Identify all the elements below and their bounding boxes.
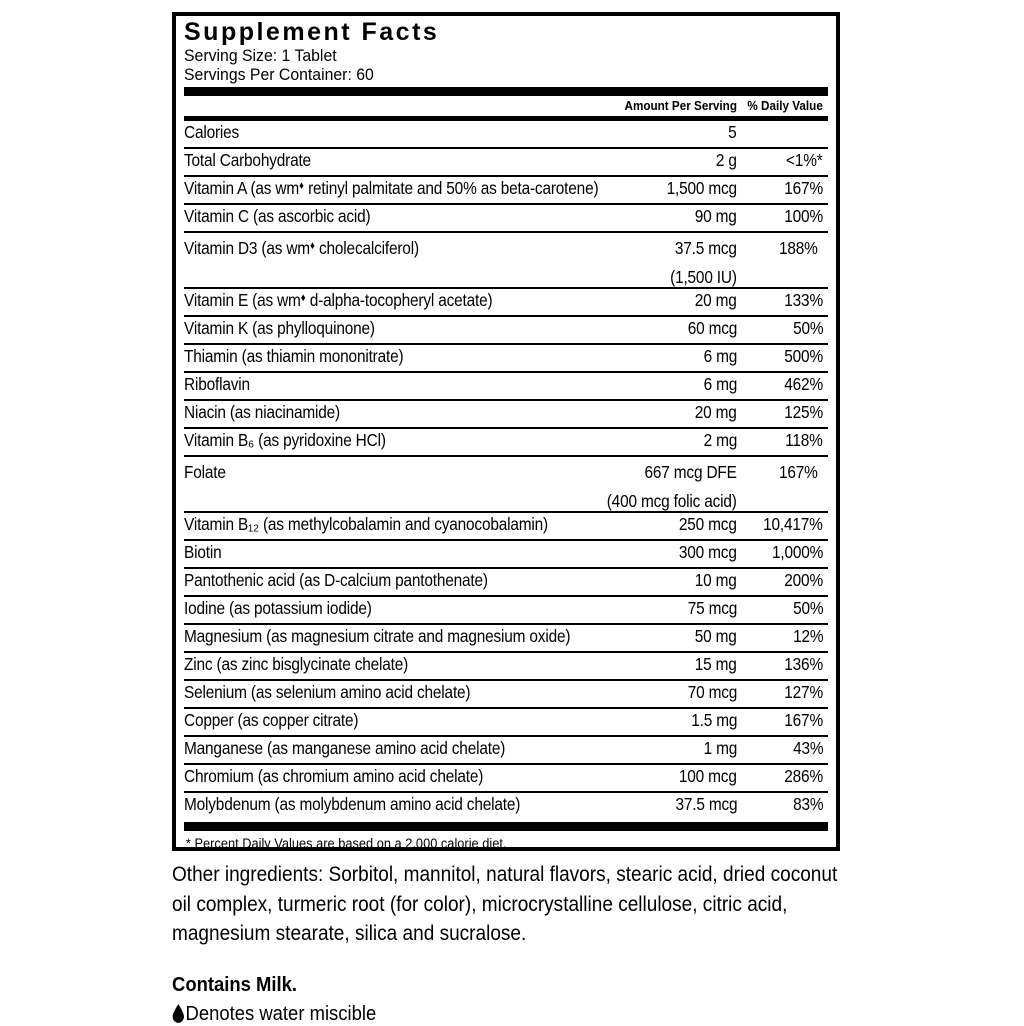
nutrient-amount-primary: 10 mg [695, 569, 737, 590]
nutrient-daily-value: 133% [784, 289, 823, 310]
nutrient-name: Riboflavin [184, 373, 250, 394]
nutrient-name: Vitamin A (as wm♦ retinyl palmitate and 50% as beta-carotene) [184, 177, 599, 198]
nutrient-daily-value: 136% [784, 653, 823, 674]
nutrient-daily-value: 43% [792, 737, 823, 758]
below-panel-text [172, 860, 962, 1026]
nutrient-daily-value: 10,417% [763, 513, 823, 534]
nutrient-amount [703, 737, 737, 758]
nutrient-row [184, 429, 828, 457]
nutrient-row [184, 401, 828, 429]
nutrient-daily-value: 200% [784, 569, 823, 590]
nutrient-name: Chromium (as chromium amino acid chelate) [184, 765, 484, 786]
other-ingredients: Other ingredients: Sorbitol, mannitol, natural flavors, stearic acid, dried coconut oil complex, turmeric root (for color), microcrystalline cellulose, citric acid, magnesium stearate, silica and sucralose. [172, 862, 838, 945]
nutrient-amount-primary: 20 mg [695, 289, 737, 310]
nutrient-daily-value: 83% [792, 793, 823, 814]
water-drop-inline-icon: ♦ [309, 240, 315, 252]
nutrient-amount [687, 317, 737, 338]
nutrient-name: Zinc (as zinc bisglycinate chelate) [184, 653, 409, 674]
nutrient-name: Magnesium (as magnesium citrate and magnesium oxide) [184, 625, 571, 646]
nutrient-name: Manganese (as manganese amino acid chelate) [184, 737, 506, 758]
nutrient-amount-primary: 60 mcg [687, 317, 737, 338]
nutrient-amount-primary: 2 g [716, 149, 737, 170]
nutrient-row [184, 597, 828, 625]
nutrient-name: Vitamin B₁₂ (as methylcobalamin and cyanocobalamin) [184, 513, 549, 534]
water-drop-inline-icon: ♦ [299, 179, 304, 192]
nutrient-row [184, 289, 828, 317]
nutrient-name: Calories [184, 121, 240, 142]
nutrient-row [184, 569, 828, 597]
nutrient-name: Vitamin B₆ (as pyridoxine HCl) [184, 429, 386, 450]
nutrient-amount-primary: 5 [728, 121, 737, 142]
nutrient-daily-value: 167% [779, 462, 818, 482]
nutrient-amount [703, 429, 737, 450]
nutrient-amount-primary: 90 mg [695, 205, 737, 226]
nutrient-amount [728, 121, 737, 142]
nutrient-amount [675, 793, 737, 814]
nutrient-row [184, 653, 828, 681]
nutrient-row [184, 149, 828, 177]
nutrient-amount-primary: 1.5 mg [690, 709, 737, 730]
column-header-amount-per-serving: Amount Per Serving [624, 98, 737, 113]
nutrient-name: Iodine (as potassium iodide) [184, 597, 372, 618]
nutrient-row [184, 681, 828, 709]
nutrient-row [184, 737, 828, 765]
nutrient-amount [666, 177, 737, 198]
water-miscible-note [172, 1002, 883, 1026]
nutrient-amount-primary: 20 mg [695, 401, 737, 422]
nutrient-daily-value: 50% [792, 597, 823, 618]
nutrient-name: Vitamin C (as ascorbic acid) [184, 205, 371, 226]
nutrient-daily-value: 188% [779, 238, 818, 258]
nutrient-amount [695, 289, 737, 310]
column-header-daily-value: % Daily Value [747, 98, 823, 113]
nutrient-amount-primary: 1,500 mcg [666, 177, 737, 198]
nutrient-name: Vitamin E (as wm♦ d-alpha-tocopheryl acetate) [184, 289, 493, 310]
nutrient-amount [690, 709, 737, 730]
nutrient-row [184, 205, 828, 233]
nutrient-amount [607, 464, 737, 510]
nutrient-amount-primary: 6 mg [703, 345, 737, 366]
nutrient-row [184, 709, 828, 737]
nutrient-amount [687, 681, 737, 702]
nutrient-row [184, 121, 828, 149]
nutrient-amount [687, 597, 737, 618]
nutrient-amount-primary: 6 mg [703, 373, 737, 394]
nutrient-name: Pantothenic acid (as D-calcium pantothenate) [184, 569, 488, 590]
nutrient-daily-value: 167% [784, 709, 823, 730]
nutrient-daily-value: 100% [784, 205, 823, 226]
nutrient-amount-primary: 50 mg [695, 625, 737, 646]
nutrient-amount-primary: 2 mg [703, 429, 737, 450]
nutrient-daily-value: 127% [784, 681, 823, 702]
nutrient-amount-primary: 37.5 mcg [675, 793, 737, 814]
water-miscible-text: Denotes water miscible [185, 1001, 377, 1025]
nutrient-name: Niacin (as niacinamide) [184, 401, 341, 422]
nutrient-row [184, 513, 828, 541]
nutrient-daily-value: 1,000% [771, 541, 823, 562]
nutrient-amount-primary: 70 mcg [687, 681, 737, 702]
nutrient-daily-value: 167% [784, 177, 823, 198]
nutrient-amount [695, 653, 737, 674]
nutrient-name: Vitamin D3 (as wm♦ cholecalciferol) [184, 238, 419, 258]
nutrient-name: Selenium (as selenium amino acid chelate) [184, 681, 471, 702]
divider-thick-bottom [184, 822, 828, 831]
nutrient-daily-value: 462% [784, 373, 823, 394]
nutrient-daily-value: 286% [784, 765, 823, 786]
nutrient-row [184, 345, 828, 373]
divider-thick-top [184, 87, 828, 96]
water-drop-inline-icon: ♦ [300, 291, 306, 304]
nutrient-daily-value: 500% [784, 345, 823, 366]
nutrient-amount [679, 513, 737, 534]
nutrient-amount-primary: 75 mcg [687, 597, 737, 618]
nutrient-row [184, 233, 828, 289]
nutrient-amount-primary: 37.5 mcg [675, 238, 737, 258]
facts-rows [184, 121, 828, 819]
daily-value-footnote: * Percent Daily Values are based on a 2,000 calorie diet. [185, 836, 507, 851]
nutrient-daily-value: 118% [785, 429, 823, 450]
nutrient-name: Folate [184, 462, 226, 482]
nutrient-amount [703, 373, 737, 394]
nutrient-amount [670, 240, 737, 286]
nutrient-amount [679, 765, 737, 786]
nutrient-amount [695, 401, 737, 422]
serving-size: Serving Size: 1 Tablet [184, 46, 337, 65]
nutrient-name: Total Carbohydrate [184, 149, 311, 170]
nutrient-name: Biotin [184, 541, 222, 562]
nutrient-row [184, 765, 828, 793]
column-headers [184, 97, 828, 114]
nutrient-amount [716, 149, 737, 170]
nutrient-row [184, 177, 828, 205]
nutrient-amount-secondary: (400 mcg folic acid) [606, 490, 737, 511]
nutrient-amount [695, 205, 737, 226]
nutrient-row [184, 541, 828, 569]
contains-allergen: Contains Milk. [172, 972, 298, 996]
nutrient-amount [679, 541, 737, 562]
nutrient-row [184, 793, 828, 819]
servings-per-container: Servings Per Container: 60 [184, 65, 374, 84]
nutrient-name: Copper (as copper citrate) [184, 709, 359, 730]
nutrient-daily-value: 125% [784, 401, 823, 422]
panel-title: Supplement Facts [184, 18, 440, 46]
nutrient-name: Thiamin (as thiamin mononitrate) [184, 345, 404, 366]
nutrient-amount [695, 625, 737, 646]
nutrient-amount-primary: 100 mcg [679, 765, 737, 786]
nutrient-name: Molybdenum (as molybdenum amino acid chelate) [184, 793, 521, 814]
nutrient-daily-value: 12% [792, 625, 823, 646]
nutrient-amount [703, 345, 737, 366]
nutrient-row [184, 373, 828, 401]
nutrient-amount [695, 569, 737, 590]
nutrient-amount-primary: 1 mg [703, 737, 737, 758]
nutrient-daily-value: <1%* [786, 149, 823, 170]
nutrient-amount-primary: 300 mcg [679, 541, 737, 562]
water-drop-icon [172, 1004, 185, 1023]
nutrient-amount-primary: 250 mcg [679, 513, 737, 534]
nutrient-row [184, 457, 828, 513]
nutrient-daily-value: 50% [792, 317, 823, 338]
nutrient-row [184, 317, 828, 345]
nutrient-amount-secondary: (1,500 IU) [670, 266, 737, 287]
nutrient-name: Vitamin K (as phylloquinone) [184, 317, 375, 338]
nutrient-amount-primary: 15 mg [695, 653, 737, 674]
nutrient-row [184, 625, 828, 653]
nutrient-amount-primary: 667 mcg DFE [644, 462, 737, 482]
supplement-facts-panel [172, 12, 840, 851]
